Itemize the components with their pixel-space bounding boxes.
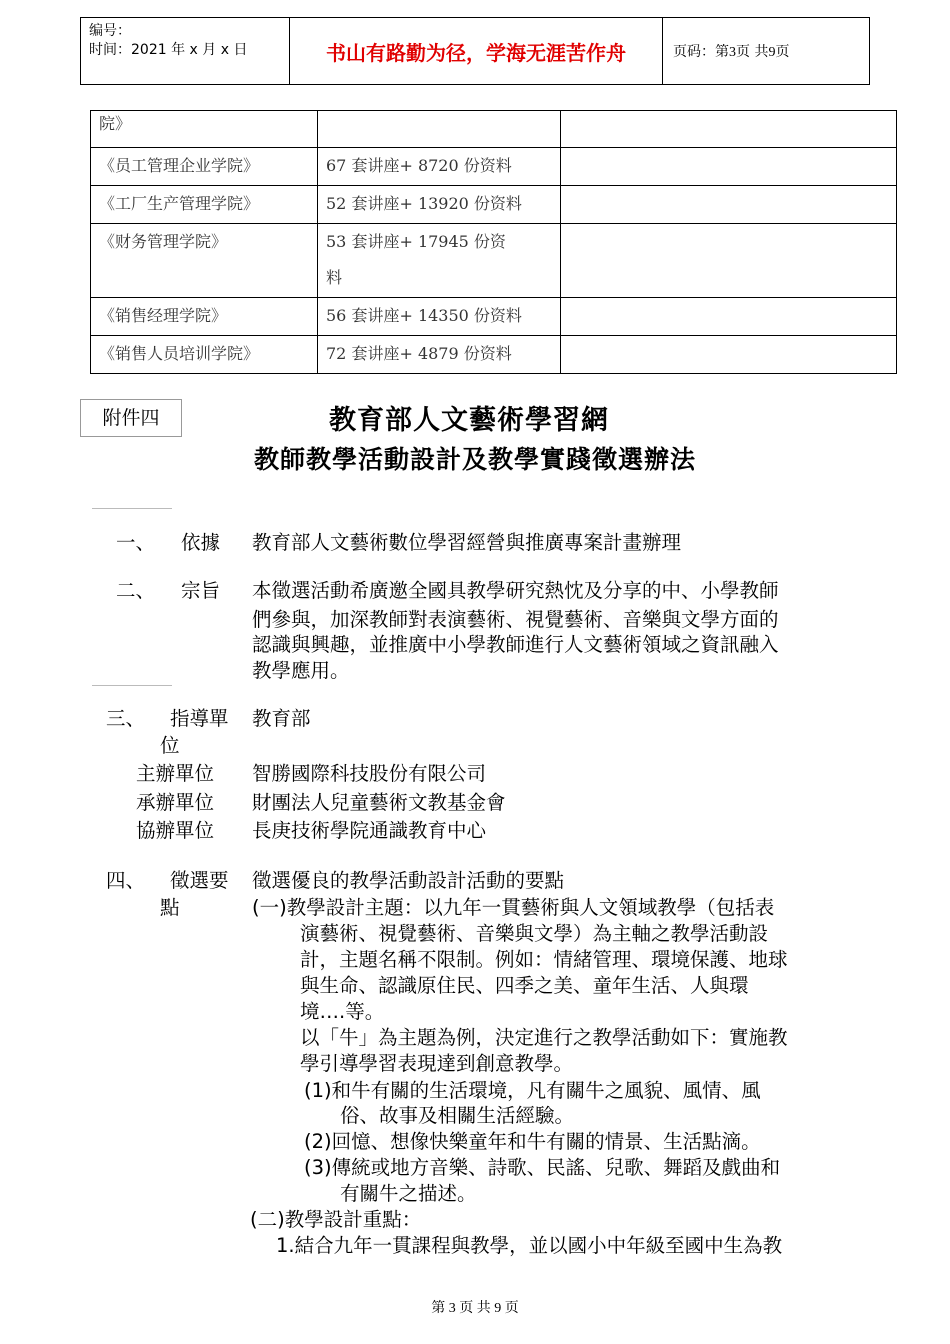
table-cell bbox=[561, 298, 897, 336]
table-cell bbox=[318, 224, 561, 298]
annex-label: 附件四 bbox=[80, 399, 182, 437]
item-1-line: 以「牛」為主題為例，決定進行之教學活動如下：實施教 bbox=[300, 1026, 788, 1049]
table-cell: 52 套讲座+ 13920 份资料 bbox=[318, 186, 561, 224]
table-cell: 56 套讲座+ 14350 份资料 bbox=[318, 298, 561, 336]
section-2-line: 本徵選活動希廣邀全國具教學研究熱忱及分享的中、小學教師 bbox=[252, 579, 779, 602]
table-cell: 《工厂生产管理学院》 bbox=[91, 186, 318, 224]
document-title bbox=[0, 398, 950, 437]
section-1-number: 一、 bbox=[116, 531, 156, 554]
item-1-line: 與生命、認識原住民、四季之美、童年生活、人與環 bbox=[300, 974, 749, 997]
footer-current: 3 bbox=[448, 1301, 456, 1316]
page-label: 页码：第 bbox=[673, 44, 729, 60]
section-2-number: 二、 bbox=[116, 579, 156, 602]
executor-label: 承辦單位 bbox=[136, 791, 215, 814]
sub-item-2: (2)回憶、想像快樂童年和牛有關的情景、生活點滴。 bbox=[304, 1130, 761, 1153]
item-2-heading: (二)教學設計重點： bbox=[250, 1208, 422, 1231]
header-page-info bbox=[663, 18, 870, 85]
page-mid: 页 共 bbox=[736, 44, 769, 60]
table-cell: 院》 bbox=[91, 111, 318, 148]
organizer-label: 主辦單位 bbox=[136, 762, 215, 785]
table-row bbox=[91, 336, 897, 374]
sub-item-3: (3)傳統或地方音樂、詩歌、民謠、兒歌、舞蹈及戲曲和 bbox=[304, 1156, 781, 1179]
table-cell: 67 套讲座+ 8720 份资料 bbox=[318, 148, 561, 186]
section-2-line: 認識與興趣，並推廣中小學教師進行人文藝術領域之資訊融入 bbox=[252, 633, 779, 656]
table-cell: 《财务管理学院》 bbox=[91, 224, 318, 298]
section-3-text: 教育部 bbox=[252, 707, 311, 730]
table-cell bbox=[561, 111, 897, 148]
page-end: 页 bbox=[775, 44, 790, 60]
page-footer bbox=[0, 1297, 950, 1317]
item-1-line: (一)教學設計主題：以九年一貫藝術與人文領域教學（包括表 bbox=[252, 896, 775, 919]
section-2-line: 們參與，加深教師對表演藝術、視覺藝術、音樂與文學方面的 bbox=[252, 608, 779, 631]
table-cell: 《员工管理企业学院》 bbox=[91, 148, 318, 186]
page-current: 3 bbox=[729, 45, 736, 60]
item-2-point-1: 1.結合九年一貫課程與教學，並以國小中年級至國中生為教 bbox=[276, 1234, 783, 1257]
table-cell bbox=[318, 111, 561, 148]
date-label: 时间：2021 年 x 月 x 日 bbox=[89, 42, 248, 58]
section-3-label: 指導單 bbox=[170, 707, 229, 730]
item-1-line: 學引導學習表現達到創意教學。 bbox=[300, 1052, 574, 1075]
section-3-label-wrap: 位 bbox=[160, 734, 180, 757]
section-4-label-wrap: 點 bbox=[160, 896, 180, 919]
organizer-text: 智勝國際科技股份有限公司 bbox=[252, 762, 487, 785]
sub-item-3-wrap: 有關牛之描述。 bbox=[340, 1182, 477, 1205]
table-cell: 《销售人员培训学院》 bbox=[91, 336, 318, 374]
table-cell: 72 套讲座+ 4879 份资料 bbox=[318, 336, 561, 374]
table-row bbox=[91, 224, 897, 298]
section-1-text: 教育部人文藝術數位學習經營與推廣專案計畫辦理 bbox=[252, 531, 682, 554]
table-row bbox=[91, 148, 897, 186]
table-row bbox=[91, 298, 897, 336]
section-4-label: 徵選要 bbox=[170, 869, 229, 892]
item-1-line: 演藝術、視覺藝術、音樂與文學）為主軸之教學活動設 bbox=[300, 922, 769, 945]
table-cell bbox=[561, 336, 897, 374]
finance-count: 53 套讲座+ 17945 份资 bbox=[326, 232, 506, 251]
page-total: 9 bbox=[768, 45, 776, 60]
footer-total: 9 bbox=[494, 1301, 502, 1316]
table-row bbox=[91, 186, 897, 224]
item-1-line: 境….等。 bbox=[300, 1000, 385, 1023]
footer-suffix: 页 bbox=[504, 1301, 519, 1316]
co-organizer-text: 長庚技術學院通識教育中心 bbox=[252, 819, 487, 842]
title-line-2: 教師教學活動設計及教學實踐徵選辦法 bbox=[253, 445, 696, 474]
item-1-line: 計，主題名稱不限制。例如：情緒管理、環境保護、地球 bbox=[300, 948, 788, 971]
header-motto: 书山有路勤为径，学海无涯苦作舟 bbox=[290, 18, 663, 85]
table-row bbox=[91, 111, 897, 148]
section-2-line: 教學應用。 bbox=[252, 659, 350, 682]
executor-text: 財團法人兒童藝術文教基金會 bbox=[252, 791, 506, 814]
table-cell bbox=[561, 186, 897, 224]
table-cell: 《销售经理学院》 bbox=[91, 298, 318, 336]
footer-prefix: 第 bbox=[431, 1301, 446, 1316]
table-cell bbox=[561, 224, 897, 298]
section-4-number: 四、 bbox=[106, 869, 146, 892]
section-1-label: 依據 bbox=[181, 531, 221, 554]
sub-item-1: (1)和牛有關的生活環境，凡有關牛之風貌、風情、風 bbox=[304, 1079, 761, 1102]
page-header bbox=[80, 17, 870, 85]
section-3-number: 三、 bbox=[106, 707, 146, 730]
finance-count-wrap: 料 bbox=[326, 268, 343, 287]
serial-label: 编号： bbox=[89, 23, 131, 39]
divider bbox=[92, 508, 172, 509]
table-cell bbox=[561, 148, 897, 186]
sub-item-1-wrap: 俗、故事及相關生活經驗。 bbox=[340, 1104, 575, 1127]
divider bbox=[92, 685, 172, 686]
section-2-label: 宗旨 bbox=[181, 579, 221, 602]
header-meta bbox=[81, 18, 290, 85]
resource-table bbox=[90, 110, 897, 374]
footer-mid: 页 共 bbox=[459, 1301, 491, 1316]
co-organizer-label: 協辦單位 bbox=[136, 819, 215, 842]
title-line-1: 教育部人文藝術學習網 bbox=[329, 405, 609, 436]
section-4-intro: 徵選優良的教學活動設計活動的要點 bbox=[252, 869, 565, 892]
document-subtitle bbox=[0, 440, 950, 476]
